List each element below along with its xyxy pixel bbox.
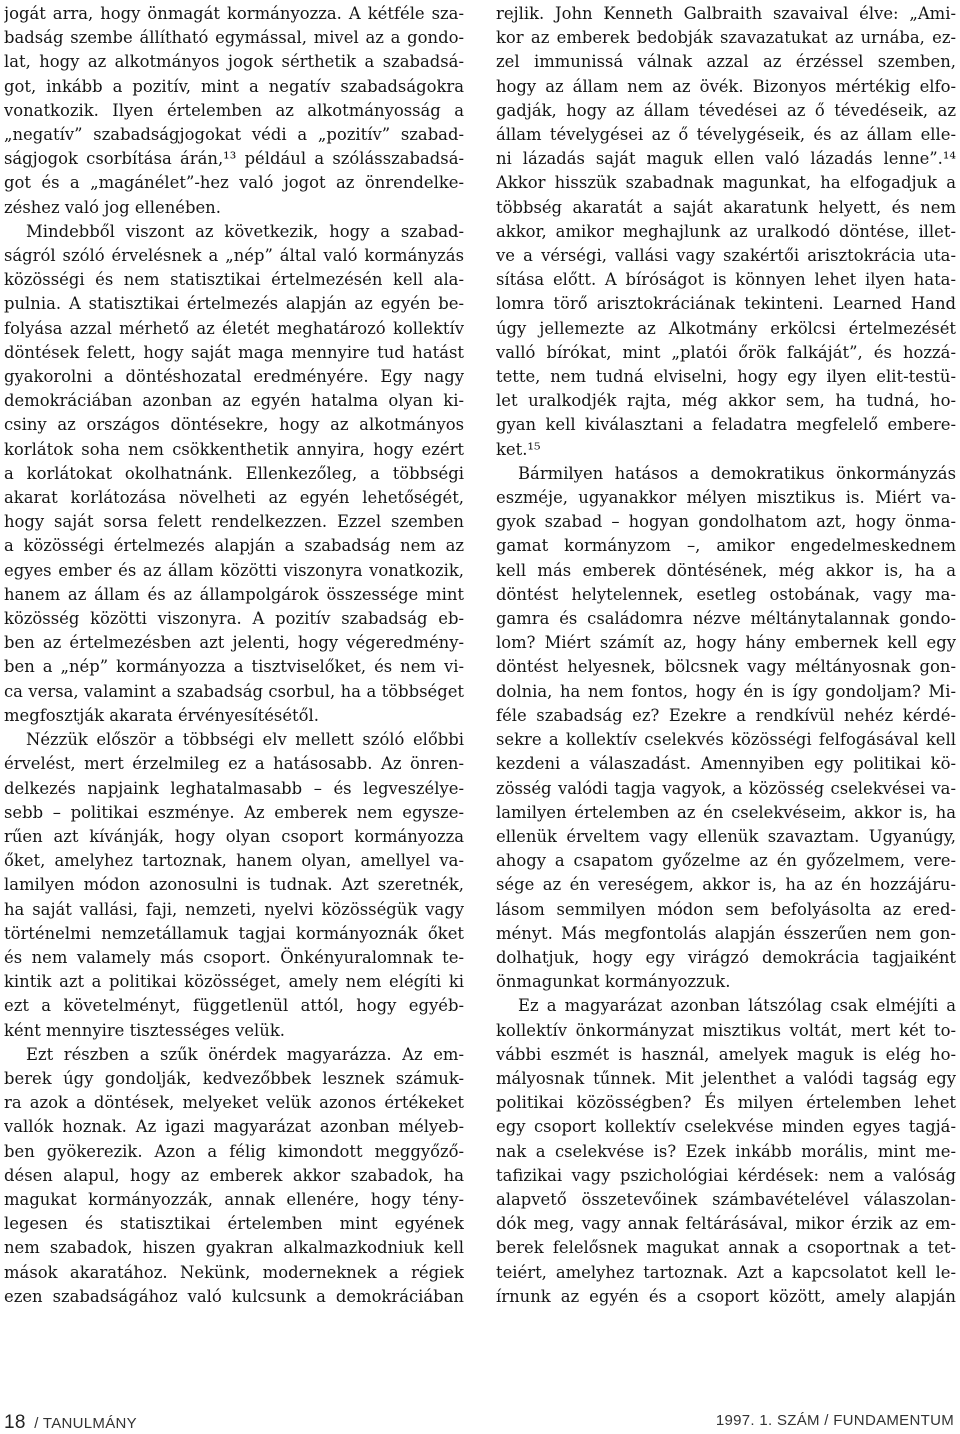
text-line: sítása előtt. A bíróságot is könnyen lehet ilyen hata-: [496, 270, 956, 290]
text-line: sekre a kollektív cselekvés közösségi felfogásával kell: [496, 730, 956, 750]
section-label: / TANULMÁNY: [34, 1415, 137, 1432]
left-text-column: [4, 2, 464, 1309]
text-line: ve a vérségi, vallási vagy szakértői arisztokrácia uta-: [496, 246, 956, 266]
text-line: lamilyen értelemben az én cselekvéseim, akkor is, ha: [496, 802, 956, 822]
text-line: a közösségi értelmezés alapján a szabadság nem az: [4, 536, 464, 556]
text-line: döntést helytelennek, esetleg ostobának, vagy ma-: [496, 584, 956, 604]
text-line: lom? Miért számít az, hogy hány embernek kell egy: [496, 633, 956, 653]
text-line: kintik azt a politikai közösséget, amely nem elégíti ki: [4, 972, 464, 992]
text-line: vonatkozik. Ilyen értelemben az alkotmányosság a: [4, 100, 464, 120]
text-line: gamat kormányzom –, amikor engedelmeskednem: [496, 536, 956, 556]
text-line: politikai közösségben? És milyen értelemben lehet: [496, 1093, 956, 1113]
text-line: és nem valamely más csoport. Önkényuralomnak te-: [4, 947, 464, 967]
text-line: ezt a követelményt, függetlenül attól, hogy egyéb-: [4, 996, 464, 1016]
text-line: önmagunkat kormányozzuk.: [496, 972, 731, 992]
text-line: zéshez való jog ellenében.: [4, 197, 221, 217]
text-line: gyakorolni a döntéshozatal eredményére. Egy nagy: [4, 367, 464, 387]
text-line: ként mennyire tisztességes velük.: [4, 1020, 285, 1040]
text-line: akarat korlátozása növelheti az egyén lehetőségét,: [4, 488, 464, 508]
text-line: dolnia, ha nem fontos, hogy én is így gondoljam? Mi-: [496, 681, 956, 701]
text-line: döntések felett, hogy saját maga mennyire tud hatást: [4, 342, 464, 362]
text-line: ni lázadás saját maguk ellen való lázadás lenne”.¹⁴: [496, 149, 956, 169]
text-line: folyása azzal mérhető az életét meghatározó kollektív: [4, 318, 464, 338]
text-line: rűen azt kívánják, hogy olyan csoport kormányozza: [4, 826, 464, 846]
text-line: Nézzük először a többségi elv mellett szóló előbbi: [26, 730, 464, 750]
text-line: ságról szóló érvelésnek a „nép” által való kormányzás: [4, 246, 464, 266]
footer-issue: 1997. 1. SZÁM / FUNDAMENTUM: [715, 1412, 954, 1429]
right-text-column: [496, 2, 956, 1309]
text-line: zel immunissá válnak azzal az érzéssel szemben,: [496, 52, 956, 72]
text-line: kell más emberek döntésének, még akkor is, ha a: [496, 560, 956, 580]
text-line: dók meg, vagy annak feltárásával, mikor érzik az em-: [496, 1214, 956, 1234]
text-line: Akkor hisszük szabadnak magunkat, ha elfogadjuk a: [496, 173, 956, 193]
text-line: legesen és statisztikai értelemben mint egyének: [4, 1214, 464, 1234]
text-line: csiny az országos döntésekre, hogy az alkotmányos: [4, 415, 464, 435]
text-line: jogát arra, hogy önmagát kormányozza. A kétféle sza-: [4, 4, 464, 23]
footer-left: [4, 1412, 137, 1432]
text-line: zösség valódi tagja vagyok, a közösség cselekvései va-: [496, 778, 956, 798]
text-line: kollektív önkormányzat misztikus voltát, mert két to-: [496, 1020, 956, 1040]
text-line: hanem az állam és az állampolgárok összessége mint: [4, 584, 464, 604]
text-line: őket, amelyhez tartoznak, hanem olyan, amellyel va-: [4, 851, 464, 871]
text-line: ben gyökerezik. Azon a félig kimondott meggyőző-: [4, 1141, 464, 1161]
text-line: gyan kell kiválasztani a feladatra megfelelő embere-: [496, 415, 956, 435]
text-line: egy csoport kollektív cselekvése minden egyes tagjá-: [496, 1117, 956, 1137]
text-line: ha saját vallási, faji, nemzeti, nyelvi közösségük vagy: [4, 899, 464, 919]
text-line: közösségi és nem statisztikai értelmezésén kell ala-: [4, 270, 464, 290]
text-line: egyes ember és az állam közötti viszonyra vonatkozik,: [4, 560, 464, 580]
text-line: gyok szabad – hogyan gondolhatom azt, hogy önma-: [496, 512, 956, 532]
text-line: Mindebből viszont az következik, hogy a szabad-: [26, 221, 464, 241]
text-line: akkor, amikor meghajlunk az uralkodó döntése, illet-: [496, 221, 956, 241]
text-line: Ezt részben a szűk önérdek magyarázza. Az em-: [26, 1044, 464, 1064]
text-line: ra azok a döntések, melyeket velük azonos értékeket: [4, 1093, 464, 1113]
text-line: írnunk az egyén és a csoport között, amely alapján: [496, 1286, 956, 1306]
text-line: sebb – politikai eszménye. Az emberek nem egysze-: [4, 802, 464, 822]
text-line: berek úgy gondolják, kedvezőbbek lesznek számuk-: [4, 1068, 464, 1088]
text-line: a korlátokat okolhatnánk. Ellenkezőleg, a többségi: [4, 463, 464, 483]
text-line: badság szembe állítható egymással, mivel az a gondo-: [4, 28, 464, 48]
text-line: vábbi eszmét is használ, amelyek maguk is elég ho-: [496, 1044, 956, 1064]
text-line: kezdeni a válaszadást. Amennyiben egy politikai kö-: [496, 754, 956, 774]
text-line: ca versa, valamint a szabadság csorbul, ha a többséget: [4, 681, 464, 701]
text-line: dolhatjuk, hogy egy virágzó demokrácia tagjaiként: [496, 947, 956, 967]
text-line: úgy jellemezte az Alkotmány erkölcsi értelmezését: [496, 318, 956, 338]
text-line: állam tévelygései az ő tévelygéseik, és az állam elle-: [496, 125, 956, 145]
text-line: tette, nem tudná elviselni, hogy egy ilyen elit-testü-: [496, 367, 956, 387]
text-line: féle szabadság ez? Ezekre a rendkívül nehéz kérdé-: [496, 705, 956, 725]
text-line: pulnia. A statisztikai értelmezés alapján az egyén be-: [4, 294, 464, 314]
text-line: lat, hogy az alkotmányos jogok sérthetik a szabadsá-: [4, 52, 464, 72]
text-line: hogy az állam nem az övék. Bizonyos mértékig elfo-: [496, 76, 956, 96]
text-line: got és a „magánélet”-hez való jogot az önrendelke-: [4, 173, 464, 193]
text-line: vallók hoznak. Az igazi magyarázat azonban mélyeb-: [4, 1117, 464, 1137]
text-line: kor az emberek bedobják szavazatukat az urnába, ez-: [496, 28, 956, 48]
text-line: sége az én vereségem, akkor is, ha az én hozzájáru-: [496, 875, 956, 895]
text-line: lomra törő arisztokráciának tekinteni. Learned Hand: [496, 294, 956, 314]
page-number: 18: [4, 1412, 26, 1433]
text-line: ben a „nép” kormányozza a tisztviselőket, és nem vi-: [4, 657, 464, 677]
text-line: teiért, amelyhez tartoznak. Azt a kapcsolatot kell le-: [496, 1262, 956, 1282]
text-line: Ez a magyarázat azonban látszólag csak elméjíti a: [518, 996, 956, 1016]
text-line: demokráciában azonban az egyén hatalma olyan ki-: [4, 391, 464, 411]
text-line: gamra és családomra nézve méltánytalannak gondo-: [496, 609, 956, 629]
text-line: désen alapul, hogy az emberek akkor szabadok, ha: [4, 1165, 464, 1185]
text-line: ezen szabadságához való kulcsunk a demokráciában: [4, 1286, 464, 1306]
text-line: ben az értelmezésben azt jelenti, hogy végeredmény-: [4, 633, 464, 653]
text-line: eszméje, ugyanakkor mélyen misztikus is. Miért va-: [496, 488, 956, 508]
text-line: közösség közötti viszonyra. A pozitív szabadság eb-: [4, 609, 464, 629]
text-line: nak a cselekvése is? Ezek inkább morális, mint me-: [496, 1141, 956, 1161]
text-line: let uralkodjék rajta, még akkor sem, ha tudná, ho-: [496, 391, 956, 411]
text-line: ményt. Más megfontolás alapján ésszerűen nem gon-: [496, 923, 956, 943]
text-line: korlátok soha nem csökkenthetik annyira, hogy ezért: [4, 439, 464, 459]
text-line: történelmi nemzetállamuk tagjai kormányoznák őket: [4, 923, 464, 943]
text-line: érvelést, mert érzelmileg ez a hatásosabb. Az önren-: [4, 754, 464, 774]
text-line: „negatív” szabadságjogokat védi a „pozitív” szabad-: [4, 125, 464, 145]
text-line: ságjogok csorbítása árán,¹³ például a szólásszabadsá-: [4, 149, 464, 169]
text-line: többség akaratát a saját akaratunk helyett, és nem: [496, 197, 956, 217]
text-line: lamilyen módon azonosulni is tudnak. Azt szeretnék,: [4, 875, 464, 895]
text-line: gadják, hogy az állam tévedései az ő tévedéseik, az: [496, 100, 956, 120]
text-line: hogy saját sorsa felett rendelkezzen. Ezzel szemben: [4, 512, 464, 532]
text-line: magukat kormányozzák, annak ellenére, hogy tény-: [4, 1189, 464, 1209]
text-line: lásom semmilyen módon sem befolyásolta az ered-: [496, 899, 956, 919]
text-line: valló bírókat, mint „platói őrök falkáját”, és hozzá-: [496, 342, 956, 362]
text-line: ellenük érveltem vagy ellenük szavaztam. Ugyanúgy,: [496, 826, 956, 846]
text-line: nem szabadok, hiszen gyakran alkalmazkodniuk kell: [4, 1238, 464, 1258]
text-line: megfosztják akarata érvényesítésétől.: [4, 705, 319, 725]
text-line: döntést helyesnek, bölcsnek vagy méltányosnak gon-: [496, 657, 956, 677]
text-line: mályosnak tűnnek. Mit jelenthet a valódi tagság egy: [496, 1068, 956, 1088]
text-line: delkezés napjaink leghatalmasabb – és legveszélye-: [4, 778, 464, 798]
text-line: berek felelősnek magukat annak a csoportnak a tet-: [496, 1238, 956, 1258]
text-line: Bármilyen hatásos a demokratikus önkormányzás: [518, 463, 956, 483]
text-line: mások akaratához. Nekünk, moderneknek a régiek: [4, 1262, 464, 1282]
text-line: tafizikai vagy pszichológiai kérdések: nem a valóság: [496, 1165, 956, 1185]
text-line: ket.¹⁵: [496, 439, 541, 459]
text-line: alapvető összetevőinek számbavételével válaszolan-: [496, 1189, 956, 1209]
text-line: rejlik. John Kenneth Galbraith szavaival élve: „Ami-: [496, 4, 956, 23]
text-line: got, inkább a pozitív, mint a negatív szabadságokra: [4, 76, 464, 96]
text-line: ahogy a csapatom győzelme az én győzelmem, vere-: [496, 851, 956, 871]
